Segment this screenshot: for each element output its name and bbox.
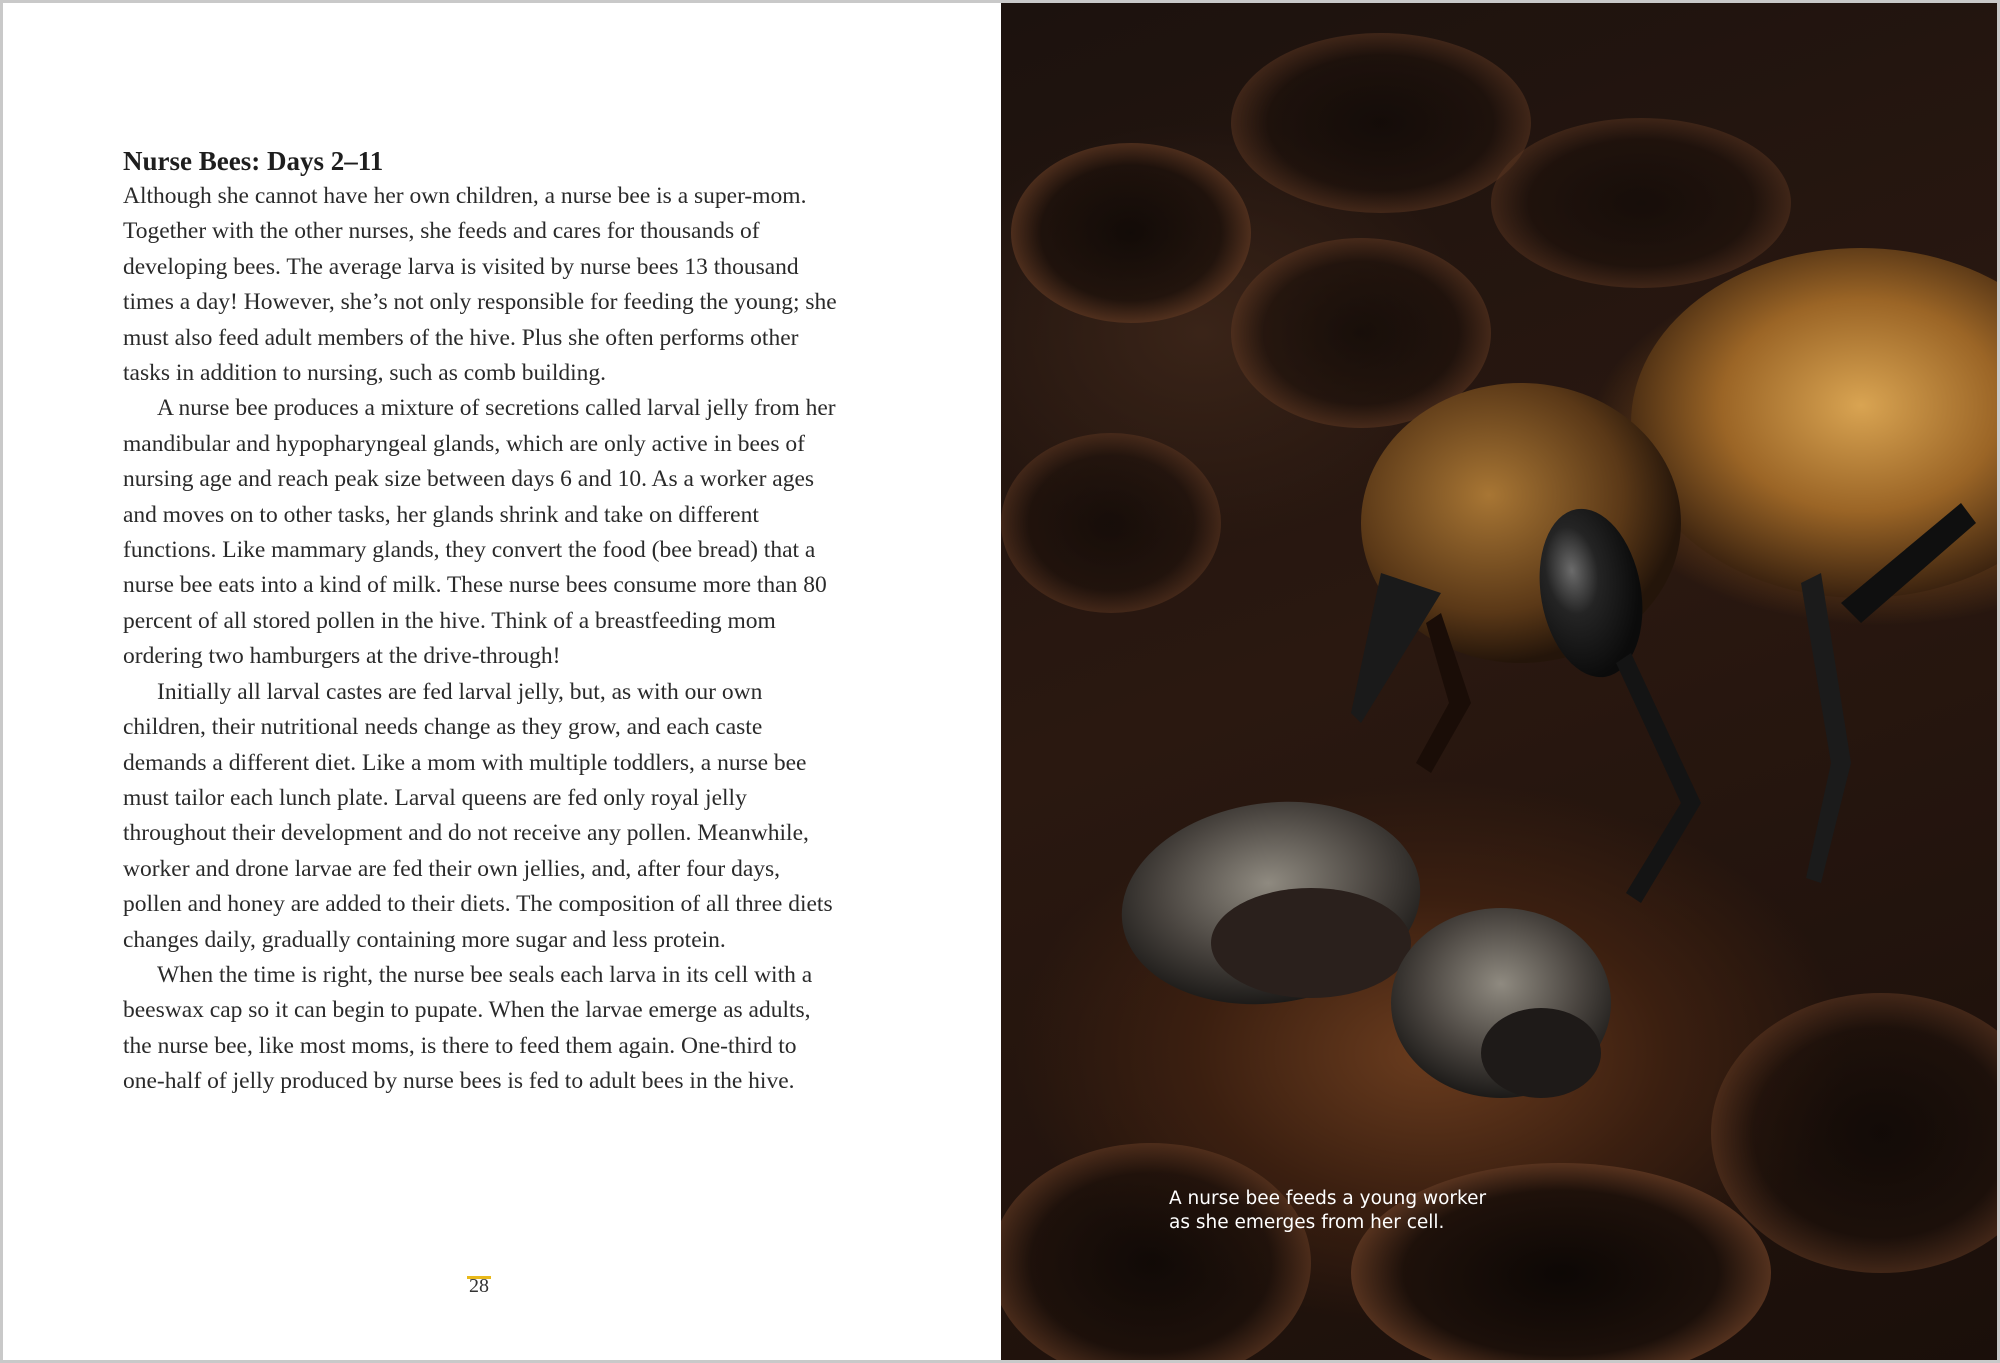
paragraph-2: A nurse bee produces a mixture of secretions called larval jelly from her mandibular and hypopharyngeal glands, which are only active in bees of nursing age and reach peak size between days 6 and 10. As a worker ages and moves on to other tasks, her glands shrink and take on different functions. Like mammary glands, they convert the food (bee bread) that a nurse bee eats into a kind of milk. These nurse bees consume more than 80 percent of all stored pollen in the hive. Think of a breastfeeding mom ordering two hamburgers at the drive-through! xyxy=(123,395,836,670)
bee-photo-illustration xyxy=(1001,3,2000,1363)
paragraph-4: When the time is right, the nurse bee seals each larva in its cell with a beeswax cap so it can begin to pupate. When the larvae emerge as adults, the nurse bee, like most moms, is there to feed them again. One-third to one-half of jelly produced by nurse bees is fed to adult bees in the hive. xyxy=(123,961,813,1095)
page-number: 28 xyxy=(469,1275,489,1297)
section-heading: Nurse Bees: Days 2–11 xyxy=(123,146,384,176)
paragraph-3: Initially all larval castes are fed larval jelly, but, as with our own children, their nutritional needs change as they grow, and each caste demands a different diet. Like a mom with multiple toddlers, a nurse bee must tailor each lunch plate. Larval queens are fed only royal jelly throughout their development and do not receive any pollen. Meanwhile, worker and drone larvae are fed their own jellies, and, after four days, pollen and honey are added to their diets. The composition of all three diets changes daily, gradually containing more sugar and less protein. xyxy=(123,678,833,953)
left-page xyxy=(3,3,1001,1363)
text-column xyxy=(123,143,843,1100)
bee-photo xyxy=(1001,3,2000,1363)
caption-line-1: A nurse bee feeds a young worker xyxy=(1169,1188,1487,1209)
caption-line-2: as she emerges from her cell. xyxy=(1169,1212,1445,1233)
photo-caption xyxy=(1169,1187,1529,1235)
paragraph-1: Although she cannot have her own children, a nurse bee is a super-mom. Together with the other nurses, she feeds and cares for thousands of developing bees. The average larva is visited by nurse bees 13 thousand times a day! However, she’s not only responsible for feeding the young; she must also feed adult members of the hive. Plus she often performs other tasks in addition to nursing, such as comb building. xyxy=(123,183,837,387)
